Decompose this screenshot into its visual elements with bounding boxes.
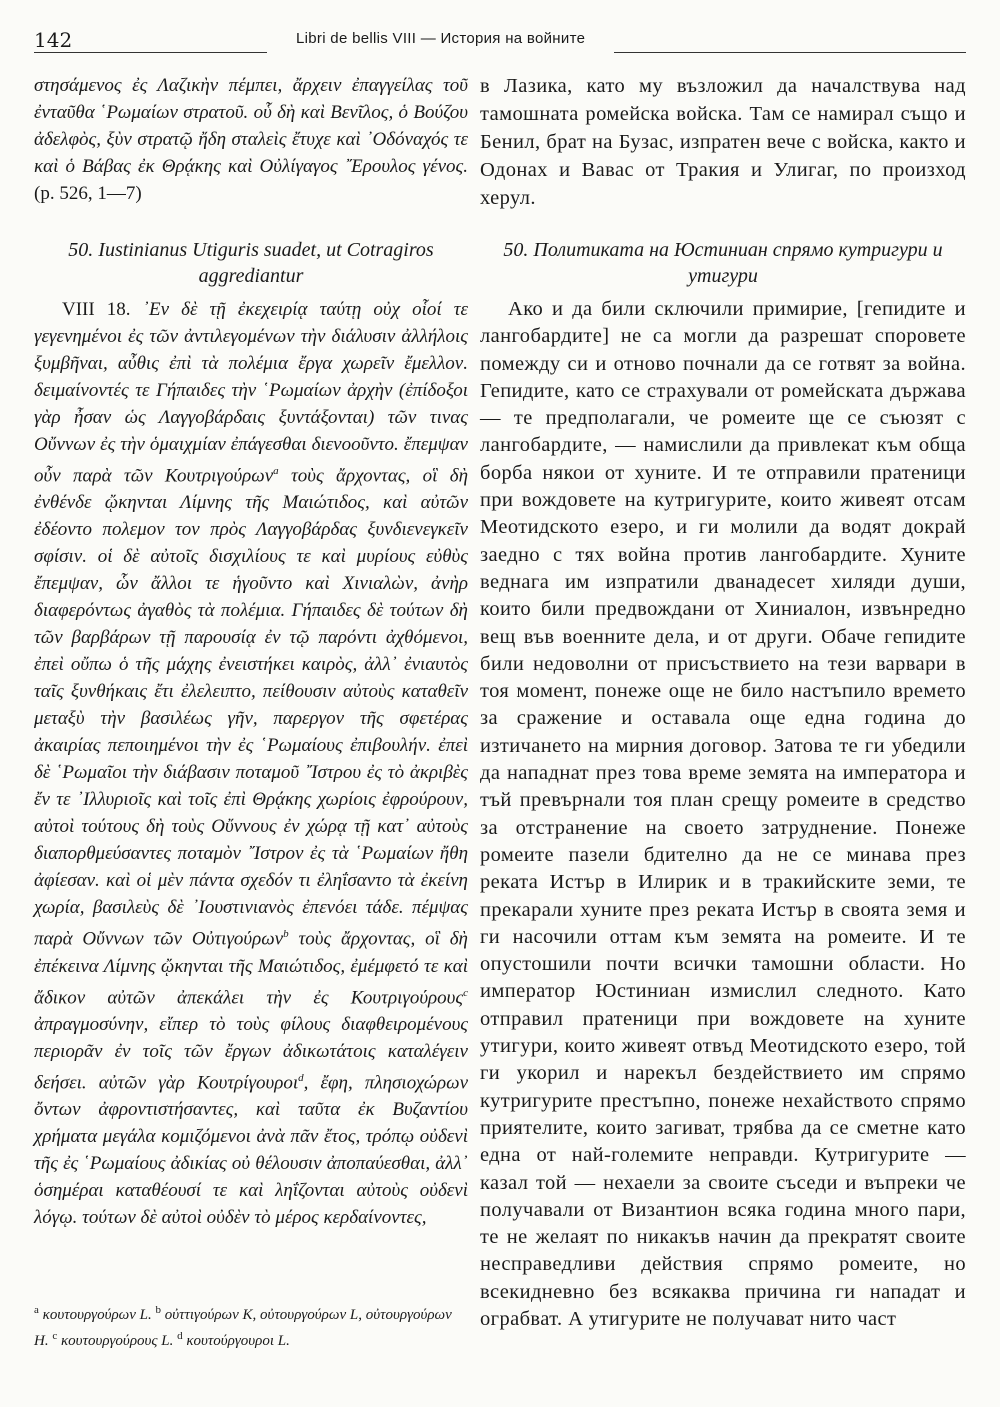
bulgarian-intro [480, 72, 966, 212]
section-title-bulgarian: 50. Политиката на Юстиниан спрямо кутригури и утигури [503, 239, 943, 287]
footnote-b: οὐττιγούρων K, οὐτουργούρων L, οὐτουργούρων H. [34, 1307, 452, 1349]
footnote-c: κουτουργούρους L. [60, 1333, 174, 1349]
footnote-marker-b: b [283, 928, 289, 941]
footnotes: $^a$ κουτουργούρων L. $^b$ οὐττιγούρων K, οὐτουργούρων L, οὐτουργούρων H. $^c$ κουτουργούρους L. $^d$ κουτούργουροι L. [34, 1304, 452, 1349]
header-rule-left [34, 52, 267, 53]
greek-body [34, 296, 468, 1231]
footnote-marker-d: d [298, 1071, 304, 1084]
bulgarian-body-text: Ако и да били сключили примирие, [гепидите и лангобардите] не са могли да разрешат споровете помежду си и отново почнали да се готвят за война. Гепидите, като се страхували от ромейската държава — те предполагали, че ромеите ще се съюзят с лангобардите, — намислили да привлекат към обща борба някои от хуните. И те отправили пратеници при вождовете на кутригурите, които живеят отсам Меотидското езеро, и ги молили да водят докрай заедно с тях война против лангобардите. Хуните веднага им изпратили дванадесет хиляди души, които били предвождани от Хиниалон, извънредно вещ във военните дела, и от други. Обаче гепидите били недоволни от присъствието на тези варвари в тоя момент, понеже още не било настъпило времето за сражение и оставала още една година до изтичането на мирния договор. Затова те ги убедили да нападнат през това време земята на императора и тъй превърнали тоя план срещу ромеите в средство за отстранение на своето затруднение. Понеже ромеите пазели бдително да не се минава през реката Истър в Илирик и в тракийските земи, те прекарали хуните през реката Истър в своята земя и ги насочили оттам към земята на ромеите. И те опустошили почти всички тамошни области. Но император Юстиниан измислил следното. Като отправил пратеници при вождовете на хуните утигури, които живеят отвъд Меотидското езеро, той ги укорил и нарекъл бездействието им спрямо кутригурите престъпно, понеже нехайството спрямо приятелите, които загиват, трябва да се сметне като една от най-големите неправди. Кутригурите — казал той — нехаели за своите съседи и въпреки че получавали от Византион всяка година много пари, те не желаят по никакъв начин да прекратят своите несправедливи действия спрямо ромеите, но всекидневно без всякаква причина ги нападат и ограбват. А утигурите не получават нито част [480, 298, 966, 1330]
footnote-d: κουτούργουροι L. [186, 1333, 290, 1349]
bulgarian-section-heading [480, 237, 966, 289]
bulgarian-body [480, 296, 966, 1333]
page-number: 142 [34, 28, 73, 52]
greek-body-text: VIII 18. ᾿Εν δὲ τῇ ἐκεχειρίᾳ ταύτῃ οὐχ οἷοί τε γεγενημένοι ἐς τῶν ἀντιλεγομένων τὴν διάλυσιν ἀλλήλοις ξυμβῆναι, αὖθις ἐπὶ τὰ πολέμια ἔργα χωρεῖν ἔμελλον. δειμαίνοντές τε Γήπαιδες τὴν ῾Ρωμαίων ἀρχὴν (ἐπίδοξοι γὰρ ἦσαν ὡς Λαγγοβάρδαις ξυντάξονται) τῶν τινας Οὔννων ἐς τὴν ὁμαιχμίαν ἐπάγεσθαι διενοοῦντο. ἔπεμψαν οὖν παρὰ τῶν Κουτριγούρων$^a$ τοὺς ἄρχοντας, οἳ δὴ ἐνθένδε ᾤκηνται Λίμνης τῆς Μαιώτιδος, καὶ αὐτῶν ἐδέοντο πολεμον τον πρὸς Λαγγοβάρδας ξυνδιενεγκεῖν σφίσιν. οἱ δὲ αὐτοῖς δισχιλίους τε καὶ μυρίους εὐθὺς ἔπεμψαν, ὧν ἄλλοι τε ἡγοῦντο καὶ Χινιαλὼν, ἀνὴρ διαφερόντως ἀγαθὸς τὰ πολέμια. Γήπαιδες δὲ τούτων δὴ τῶν βαρβάρων τῇ παρουσίᾳ ἐν τῷ παρόντι ἀχθόμενοι, ἐπεὶ οὔπω ὁ τῆς μάχης ἐνειστήκει καιρὸς, ἀλλ᾿ ἐνιαυτὸς ταῖς ξυνθήκαις ἔτι ἐλελειπτο, πείθουσιν αὐτοὺς καταθεῖν μεταξὺ τὴν βασιλέως γῆν, παρεργον τῆς σφετέρας ἀκαιρίας πεποιημένοι τὴν ἐς ῾Ρωμαίους ἐπιβουλήν. ἐπεὶ δὲ ῾Ρωμαῖοι τὴν διάβασιν ποταμοῦ ῎Ιστρου ἐς τὸ ἀκριβὲς ἔν τε ᾿Ιλλυριοῖς καὶ τοῖς ἐπὶ Θρᾴκης χωρίοις ἐφρούρουν, αὐτοὶ τούτους δὴ τοὺς Οὔννους ἐν χώρᾳ τῇ κατ᾿ αὐτοὺς διαπορθμεύσαντες ποταμὸν ῎Ιστρον ἐς τὰ ῾Ρωμαίων ἤθη ἀφίεσαν. καὶ οἱ μὲν πάντα σχεδόν τι ἐληΐσαντο τὰ ἐκείνη χωρία, βασιλεὺς δὲ ᾿Ιουστινιανὸς ἐπενόει τάδε. πέμψας παρὰ Οὔννων τῶν Οὐτιγούρων$^b$ τοὺς ἄρχοντας, οἳ δὴ ἐπέκεινα Λίμνης ᾤκηνται τῆς Μαιώτιδος, ἐμέμφετό τε καὶ ἄδικον αὐτῶν ἀπεκάλει τὴν ἐς Κουτριγούρους$^c$ ἀπραγμοσύνην, εἴπερ τὸ τοὺς φίλους διαφθειρομένους περιορᾶν ἐν τοῖς τῶν ἔργων ἀδικωτάτοις καταλέγειν δεήσει. αὐτῶν γὰρ Κουτρίγουροι$^d$, ἔφη, πλησιοχώρων ὄντων ἀφροντιστήσαντες, καὶ ταῦτα ἐκ Βυζαντίου χρήματα μεγάλα κομιζόμενοι ἀνὰ πᾶν ἔτος, τρόπῳ οὐδενὶ τῆς ἐς ῾Ρωμαίους ἀδικίας οὐ θέλουσιν ἀποπαύεσθαι, ἀλλ᾿ ὁσημέραι καταθέουσί τε καὶ ληΐζονται αὐτοὺς οὐδενὶ λόγῳ. τούτων δὲ αὐτοὶ οὐδὲν τὸ μέρος κερδαίνοντες, [34, 299, 469, 1229]
running-title: Libri de bellis VIII — История на войните [296, 30, 586, 47]
section-title-latin: Iustinianus Utiguris suadet, ut Cotragiros aggrediantur [98, 239, 434, 287]
header-rule-right [614, 52, 966, 53]
greek-intro [34, 72, 468, 207]
greek-intro-ref: (p. 526, 1—7) [34, 183, 142, 204]
greek-intro-text: στησάμενος ἐς Λαζικὴν πέμπει, ἄρχειν ἐπαγγείλας τοῦ ἐνταῦθα ῾Ρωμαίων στρατοῦ. οὗ δὴ καὶ Βενῖλος, ὁ Βούζου ἀδελφὸς, ξὺν στρατῷ ἤδη σταλεὶς ἔτυχε καὶ ᾿Οδόναχός τε καὶ ὁ Βάβας ἐκ Θρᾴκης καὶ Οὐλίγαγος ῎Ερουλος γένος. (p. 526, 1—7) [34, 75, 468, 204]
greek-section-heading [34, 237, 468, 289]
page-header [34, 28, 966, 54]
footnote-a: κουτουργούρων L. [42, 1307, 152, 1323]
section-number: 50. [68, 239, 94, 261]
footnote-marker-a: a [273, 465, 279, 477]
footnote-marker-c: c [463, 986, 468, 999]
bulgarian-intro-text: в Лазика, като му възложил да началствува над тамошната ромейска войска. Там се намирал също и Бенил, брат на Бузас, изпратен вече с войска, както и Одонах и Вавас от Тракия и Улигаг, по произход херул. [480, 75, 966, 209]
book-chapter-ref: VIII 18. [62, 299, 131, 320]
